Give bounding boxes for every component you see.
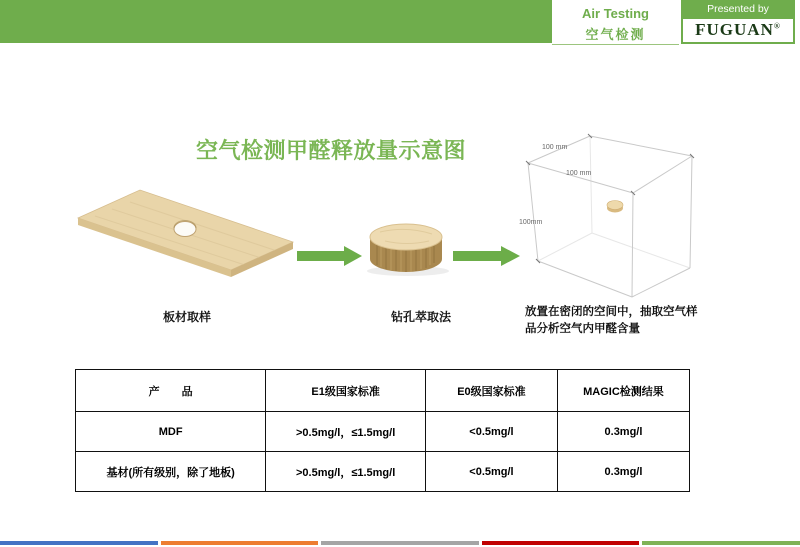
table-header-row (76, 370, 690, 412)
caption-chamber-line2: 品分析空气内甲醛含量 (525, 323, 640, 335)
footer-segment-red (482, 541, 640, 545)
header-air-testing-box (552, 0, 679, 45)
chamber-cube-illustration (528, 136, 692, 297)
cell-product: MDF (76, 412, 266, 452)
col-header-e1: E1级国家标准 (266, 370, 426, 412)
air-testing-title-zh: 空气检测 (585, 27, 646, 42)
board-illustration (78, 190, 293, 277)
registered-mark: ® (773, 21, 781, 31)
process-diagram (0, 130, 800, 310)
footer-segment-gray (321, 541, 479, 545)
arrow-right-icon (297, 246, 362, 266)
cell-e1: >0.5mg/l，≤1.5mg/l (266, 412, 426, 452)
table-row (76, 412, 690, 452)
drill-core-illustration (367, 224, 449, 276)
caption-drill-extraction: 钻孔萃取法 (390, 310, 451, 324)
cell-magic: 0.3mg/l (557, 452, 689, 492)
cell-magic: 0.3mg/l (557, 412, 689, 452)
cell-e0: <0.5mg/l (425, 412, 557, 452)
caption-board-sampling: 板材取样 (162, 310, 211, 324)
header-presented-by-box (681, 0, 795, 44)
footer-segment-blue (0, 541, 158, 545)
cube-dim-vertical: 100mm (519, 219, 543, 226)
brand-name: FUGUAN (695, 20, 774, 39)
cube-dim-top-front: 100 mm (566, 170, 592, 177)
cell-e0: <0.5mg/l (425, 452, 557, 492)
footer-segment-green (642, 541, 800, 545)
results-table (75, 369, 690, 492)
sample-in-cube (607, 201, 623, 213)
cell-e1: >0.5mg/l，≤1.5mg/l (266, 452, 426, 492)
col-header-product: 产 品 (76, 370, 266, 412)
table-row (76, 452, 690, 492)
col-header-magic: MAGIC检测结果 (557, 370, 689, 412)
presented-by-label: Presented by (683, 0, 793, 19)
page-title: 空气检测甲醛释放量示意图 (196, 138, 467, 163)
air-testing-title-en: Air Testing (582, 6, 649, 21)
caption-chamber-analysis (525, 304, 705, 338)
brand-logo (683, 20, 793, 40)
cube-dim-top-left: 100 mm (542, 144, 568, 151)
col-header-e0: E0级国家标准 (425, 370, 557, 412)
footer-color-strip (0, 541, 800, 545)
footer-segment-orange (161, 541, 319, 545)
header-bar (0, 0, 553, 43)
arrow-right-icon (453, 246, 520, 266)
cell-product: 基材(所有级别，除了地板) (76, 452, 266, 492)
caption-chamber-line1: 放置在密闭的空间中，抽取空气样 (525, 306, 698, 318)
